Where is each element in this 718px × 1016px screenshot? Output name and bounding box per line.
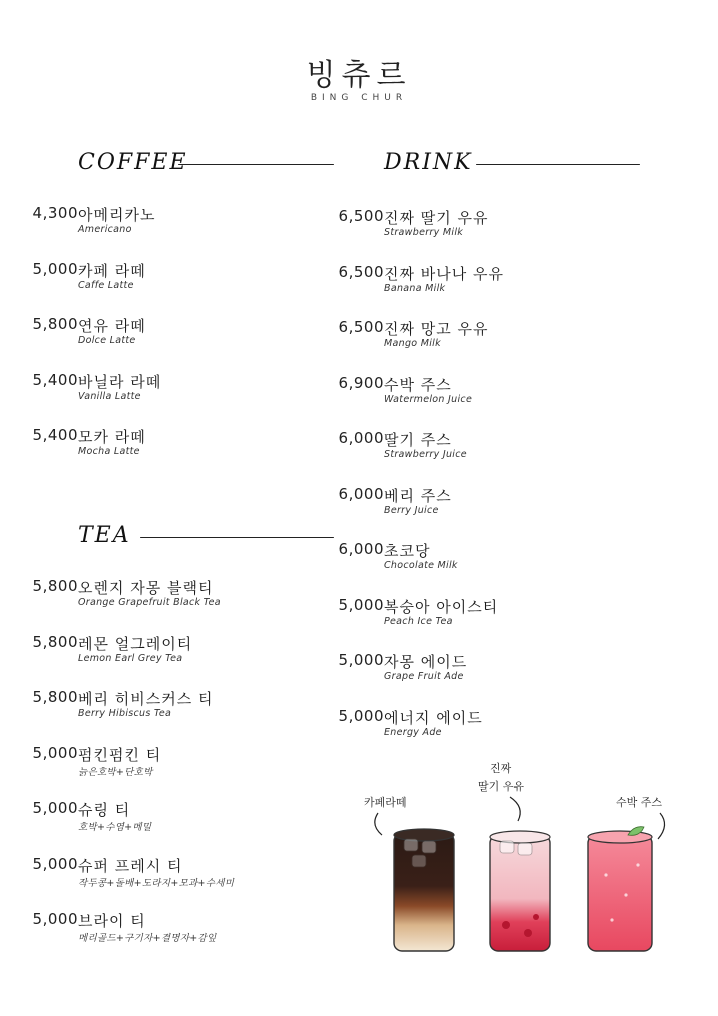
item-price: 5,400 — [32, 426, 78, 444]
item-price: 5,000 — [32, 799, 78, 817]
item-name: 복숭아 아이스티 — [384, 598, 499, 616]
callout-pointer — [510, 797, 520, 821]
item-name: 자몽 에이드 — [384, 653, 468, 671]
item-price: 5,000 — [32, 855, 78, 873]
item-english: Berry Juice — [384, 505, 439, 516]
item-name: 펌킨펌킨 티 — [78, 746, 162, 764]
tea-divider — [140, 537, 334, 538]
callout-pointer — [658, 813, 665, 839]
tea-section — [32, 523, 335, 944]
item-price: 5,800 — [32, 315, 78, 333]
coffee-section — [32, 150, 335, 457]
item-name: 레몬 얼그레이티 — [78, 635, 193, 653]
callout-label: 딸기 우유 — [478, 780, 525, 793]
latte-glass — [394, 829, 454, 951]
callout-pointer — [375, 813, 382, 835]
item-name: 모카 라떼 — [78, 428, 146, 446]
item-name: 브라이 티 — [78, 912, 146, 930]
brand-subtitle: BING CHUR — [310, 93, 408, 103]
item-price: 5,000 — [32, 910, 78, 928]
item-price: 5,800 — [32, 688, 78, 706]
brand-title: 빙츄르 — [306, 58, 412, 93]
callout-label: 카페라떼 — [364, 796, 407, 809]
item-name: 슈링 티 — [78, 801, 131, 819]
item-name: 아메리카노 — [78, 206, 156, 224]
item-english: Lemon Earl Grey Tea — [78, 653, 183, 664]
item-english: Berry Hibiscus Tea — [78, 708, 172, 719]
item-english: Chocolate Milk — [384, 560, 458, 571]
item-english: Mocha Latte — [78, 446, 140, 457]
callout-label: 진짜 — [490, 762, 512, 775]
strawberry-milk-glass — [490, 831, 550, 951]
item-name: 바닐라 라떼 — [78, 373, 162, 391]
item-english: 호박+수염+메밀 — [78, 822, 152, 833]
item-name: 딸기 주스 — [384, 431, 452, 449]
item-price: 5,000 — [338, 596, 384, 614]
item-price: 6,000 — [338, 485, 384, 503]
item-english: 늙은호박+단호박 — [78, 767, 153, 778]
item-name: 수박 주스 — [384, 376, 452, 394]
item-english: Dolce Latte — [78, 335, 136, 346]
item-name: 베리 히비스커스 티 — [78, 690, 214, 708]
item-english: Grape Fruit Ade — [384, 671, 464, 682]
item-price: 6,900 — [338, 374, 384, 392]
item-price: 5,000 — [338, 651, 384, 669]
coffee-header — [78, 150, 335, 184]
item-name: 카페 라떼 — [78, 262, 146, 280]
item-price: 6,500 — [338, 318, 384, 336]
item-price: 4,300 — [32, 204, 78, 222]
tea-header — [78, 523, 335, 557]
item-english: Caffe Latte — [78, 280, 134, 291]
item-english: Americano — [78, 224, 132, 235]
item-price: 5,800 — [32, 633, 78, 651]
item-english: Watermelon Juice — [384, 394, 473, 405]
item-price: 6,500 — [338, 207, 384, 225]
item-price: 6,000 — [338, 429, 384, 447]
drink-divider — [476, 164, 640, 165]
item-name: 진짜 바나나 우유 — [384, 265, 504, 283]
item-name: 슈퍼 프레시 티 — [78, 857, 183, 875]
item-english: Orange Grapefruit Black Tea — [78, 597, 221, 608]
drink-section — [338, 150, 642, 738]
item-price: 6,500 — [338, 263, 384, 281]
callout-label: 수박 주스 — [616, 796, 663, 809]
item-price: 5,800 — [32, 577, 78, 595]
item-name: 베리 주스 — [384, 487, 452, 505]
item-english: Vanilla Latte — [78, 391, 141, 402]
coffee-title: COFFEE — [78, 150, 188, 175]
item-english: Energy Ade — [384, 727, 442, 738]
item-price: 5,000 — [32, 744, 78, 762]
item-english: 작두콩+돌배+도라지+모과+수세미 — [78, 878, 235, 889]
item-price: 5,000 — [32, 260, 78, 278]
item-price: 6,000 — [338, 540, 384, 558]
item-name: 에너지 에이드 — [384, 709, 483, 727]
item-name: 초코당 — [384, 542, 431, 560]
drink-glasses-drawing — [360, 755, 690, 955]
tea-title: TEA — [78, 523, 131, 548]
drink-header — [384, 150, 642, 184]
item-english: Strawberry Juice — [384, 449, 467, 460]
item-price: 5,400 — [32, 371, 78, 389]
watermelon-juice-glass — [588, 827, 652, 951]
drinks-illustration — [360, 755, 690, 955]
item-english: Mango Milk — [384, 338, 441, 349]
item-name: 진짜 딸기 우유 — [384, 209, 489, 227]
item-name: 연유 라떼 — [78, 317, 146, 335]
item-name: 오렌지 자몽 블랙티 — [78, 579, 214, 597]
item-price: 5,000 — [338, 707, 384, 725]
item-english: Peach Ice Tea — [384, 616, 453, 627]
item-english: 메리골드+구기자+결명자+감잎 — [78, 933, 217, 944]
item-english: Strawberry Milk — [384, 227, 464, 238]
drink-title: DRINK — [384, 150, 473, 175]
item-english: Banana Milk — [384, 283, 446, 294]
coffee-divider — [178, 164, 334, 165]
item-name: 진짜 망고 우유 — [384, 320, 489, 338]
